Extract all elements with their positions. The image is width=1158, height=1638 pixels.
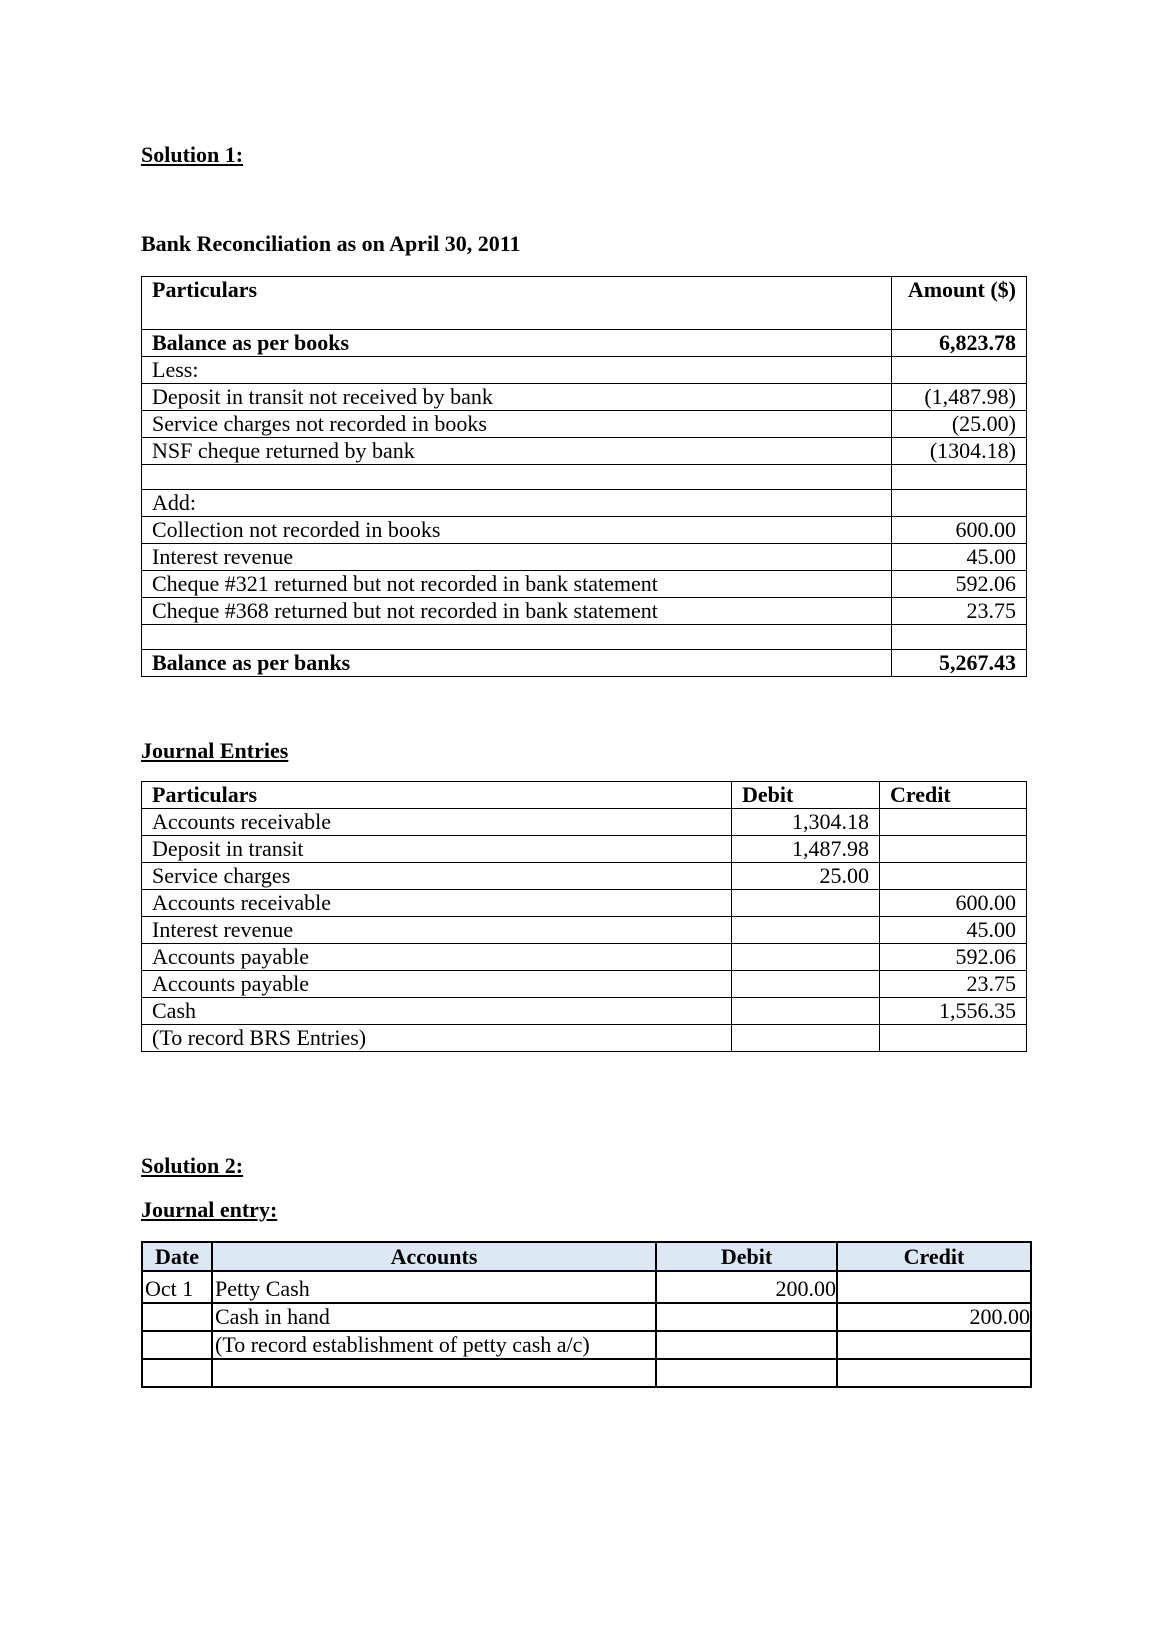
debit-cell — [732, 917, 880, 944]
credit-cell — [837, 1359, 1031, 1387]
table-row — [142, 1271, 1031, 1303]
table-row — [142, 411, 1027, 438]
row-amount: 592.06 — [892, 571, 1027, 598]
row-label — [142, 465, 892, 490]
credit-cell — [880, 863, 1027, 890]
table-row — [142, 571, 1027, 598]
table-row — [142, 809, 1027, 836]
row-amount: 45.00 — [892, 544, 1027, 571]
debit-cell: 1,487.98 — [732, 836, 880, 863]
table-row — [142, 517, 1027, 544]
row-amount — [892, 357, 1027, 384]
date-cell — [142, 1359, 212, 1387]
accounts-cell — [212, 1359, 656, 1387]
accounts-cell: Petty Cash — [212, 1271, 656, 1303]
row-amount: 6,823.78 — [892, 330, 1027, 357]
accounts-cell: (To record establishment of petty cash a/c) — [212, 1331, 656, 1359]
credit-cell: 1,556.35 — [880, 998, 1027, 1025]
table-row — [142, 1359, 1031, 1387]
table-row — [142, 1303, 1031, 1331]
credit-cell: 45.00 — [880, 917, 1027, 944]
table-header-row — [142, 277, 1027, 330]
particulars-cell: Accounts payable — [142, 971, 732, 998]
credit-cell: 600.00 — [880, 890, 1027, 917]
accounts-header: Accounts — [212, 1242, 656, 1271]
table-row — [142, 944, 1027, 971]
row-amount: (1304.18) — [892, 438, 1027, 465]
credit-header: Credit — [837, 1242, 1031, 1271]
debit-cell — [656, 1331, 837, 1359]
debit-cell: 25.00 — [732, 863, 880, 890]
credit-cell — [880, 1025, 1027, 1052]
solution-1-heading: Solution 1: — [141, 142, 244, 167]
table-row — [142, 625, 1027, 650]
credit-cell: 23.75 — [880, 971, 1027, 998]
row-amount: (25.00) — [892, 411, 1027, 438]
row-label: Add: — [142, 490, 892, 517]
table-row — [142, 998, 1027, 1025]
table-header-row — [142, 1242, 1031, 1271]
journal-entries-table — [141, 781, 1027, 1052]
table-row — [142, 438, 1027, 465]
particulars-header: Particulars — [142, 277, 892, 330]
credit-header: Credit — [880, 782, 1027, 809]
debit-cell: 1,304.18 — [732, 809, 880, 836]
table-row — [142, 863, 1027, 890]
credit-cell — [880, 809, 1027, 836]
credit-cell — [837, 1271, 1031, 1303]
credit-cell — [837, 1331, 1031, 1359]
debit-cell — [656, 1359, 837, 1387]
debit-cell — [732, 998, 880, 1025]
row-amount: 5,267.43 — [892, 650, 1027, 677]
row-label: Less: — [142, 357, 892, 384]
table-row — [142, 836, 1027, 863]
debit-cell — [732, 944, 880, 971]
table-row — [142, 357, 1027, 384]
amount-header: Amount ($) — [892, 277, 1027, 330]
bank-reconciliation-table — [141, 276, 1027, 677]
particulars-header: Particulars — [142, 782, 732, 809]
journal-entry-heading: Journal entry: — [141, 1197, 278, 1222]
date-header: Date — [142, 1242, 212, 1271]
row-amount: (1,487.98) — [892, 384, 1027, 411]
row-label: Cheque #368 returned but not recorded in bank statement — [142, 598, 892, 625]
petty-cash-journal-table — [141, 1241, 1032, 1388]
row-label: NSF cheque returned by bank — [142, 438, 892, 465]
date-cell — [142, 1303, 212, 1331]
particulars-cell: Accounts receivable — [142, 890, 732, 917]
table-row — [142, 490, 1027, 517]
table-row — [142, 330, 1027, 357]
debit-cell — [732, 890, 880, 917]
table-row — [142, 544, 1027, 571]
particulars-cell: Interest revenue — [142, 917, 732, 944]
row-label: Collection not recorded in books — [142, 517, 892, 544]
row-amount — [892, 465, 1027, 490]
accounts-cell: Cash in hand — [212, 1303, 656, 1331]
table-row — [142, 890, 1027, 917]
date-cell: Oct 1 — [142, 1271, 212, 1303]
row-amount — [892, 625, 1027, 650]
row-label: Service charges not recorded in books — [142, 411, 892, 438]
table-row — [142, 1331, 1031, 1359]
credit-cell — [880, 836, 1027, 863]
table-header-row — [142, 782, 1027, 809]
debit-cell — [656, 1303, 837, 1331]
particulars-cell: (To record BRS Entries) — [142, 1025, 732, 1052]
journal-entries-heading: Journal Entries — [141, 738, 289, 763]
table-row — [142, 384, 1027, 411]
debit-header: Debit — [732, 782, 880, 809]
particulars-cell: Deposit in transit — [142, 836, 732, 863]
debit-cell — [732, 971, 880, 998]
row-label: Balance as per books — [142, 330, 892, 357]
particulars-cell: Cash — [142, 998, 732, 1025]
row-amount: 23.75 — [892, 598, 1027, 625]
table-row — [142, 650, 1027, 677]
debit-cell: 200.00 — [656, 1271, 837, 1303]
particulars-cell: Service charges — [142, 863, 732, 890]
debit-cell — [732, 1025, 880, 1052]
brs-title: Bank Reconciliation as on April 30, 2011 — [141, 231, 521, 256]
table-row — [142, 465, 1027, 490]
row-label: Deposit in transit not received by bank — [142, 384, 892, 411]
row-label: Cheque #321 returned but not recorded in bank statement — [142, 571, 892, 598]
particulars-cell: Accounts payable — [142, 944, 732, 971]
particulars-cell: Accounts receivable — [142, 809, 732, 836]
row-amount: 600.00 — [892, 517, 1027, 544]
row-label: Interest revenue — [142, 544, 892, 571]
credit-cell: 200.00 — [837, 1303, 1031, 1331]
credit-cell: 592.06 — [880, 944, 1027, 971]
table-row — [142, 917, 1027, 944]
table-row — [142, 1025, 1027, 1052]
table-row — [142, 598, 1027, 625]
row-label — [142, 625, 892, 650]
table-row — [142, 971, 1027, 998]
row-amount — [892, 490, 1027, 517]
debit-header: Debit — [656, 1242, 837, 1271]
date-cell — [142, 1331, 212, 1359]
row-label: Balance as per banks — [142, 650, 892, 677]
solution-2-heading: Solution 2: — [141, 1153, 244, 1178]
